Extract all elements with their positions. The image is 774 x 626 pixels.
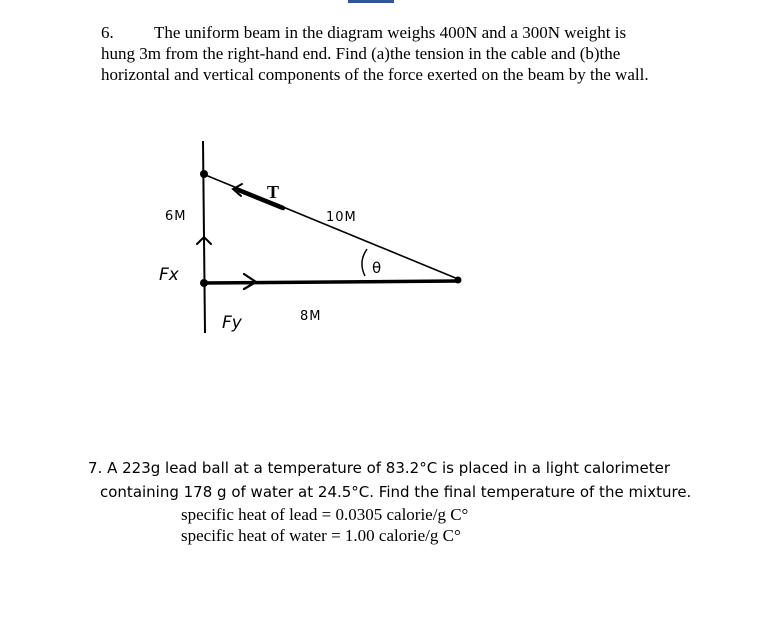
question-7-line-2: containing 178 g of water at 24.5°C. Find the final temperature of the mixture. — [100, 483, 692, 501]
beam-wall-joint — [200, 279, 208, 287]
specific-heat-water: specific heat of water = 1.00 calorie/g C° — [181, 526, 461, 545]
question-7 — [88, 456, 748, 504]
question-7-line-1: 7. A 223g lead ball at a temperature of 83.2°C is placed in a light calorimeter — [88, 459, 670, 477]
cable-length-label: 10M — [326, 210, 357, 225]
beam-end-joint — [455, 277, 462, 284]
specific-heats — [181, 504, 468, 546]
angle-label: θ — [372, 259, 382, 277]
cable-wall-joint — [200, 170, 208, 178]
angle-arc — [362, 249, 367, 276]
beam-line — [203, 281, 458, 283]
question-6-line-3: horizontal and vertical components of the force exerted on the beam by the wall. — [101, 65, 649, 84]
tension-label: T — [267, 182, 280, 202]
question-6-number: 6. — [101, 23, 114, 42]
fy-label: Fy — [222, 313, 242, 333]
beam-length-label: 8M — [300, 309, 322, 324]
specific-heat-lead: specific heat of lead = 0.0305 calorie/g C° — [181, 505, 469, 524]
question-6-text-1: The uniform beam in the diagram weighs 400N and a 300N weight is — [154, 23, 627, 42]
wall-height-label: 6M — [165, 209, 187, 224]
fx-label: Fx — [159, 265, 179, 285]
question-6-line-2: hung 3m from the right-hand end. Find (a)the tension in the cable and (b)the — [101, 44, 621, 63]
